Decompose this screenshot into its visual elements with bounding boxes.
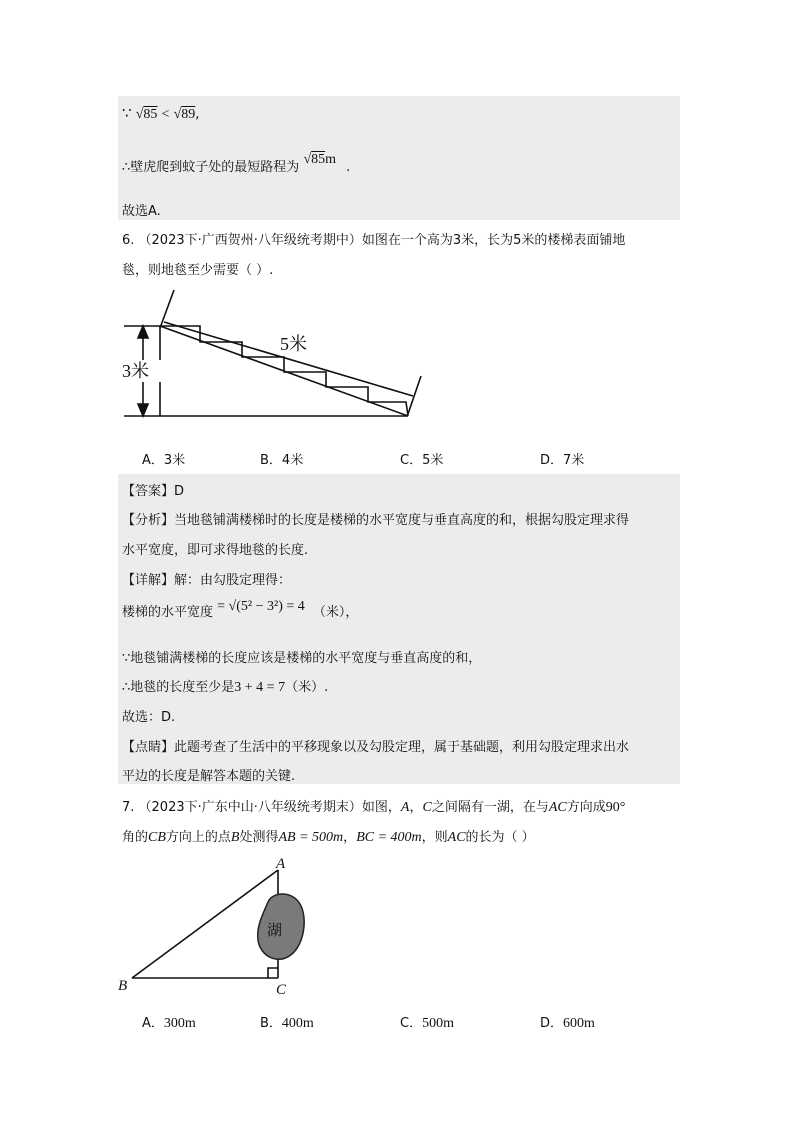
therefore-symbol: ∴ [122,160,131,175]
q7-option-b[interactable]: B．400m [260,1016,314,1031]
q6-width-line: 楼梯的水平宽度 = √(5² − 3²) = 4 （米）， [122,599,359,620]
q7-option-a[interactable]: A．300m [142,1016,196,1031]
q6-therefore-line: ∴地毯的长度至少是3 + 4 = 7（米）. [122,680,329,695]
label-c: C [276,982,287,996]
q6-comment-line1: 【点睛】此题考查了生活中的平移现象以及勾股定理，属于基础题，利用勾股定理求出水 [122,740,630,755]
q6-stem-line1: 6. （2023下·广西贺州·八年级统考期中）如图在一个高为3米，长为5米的楼梯表面铺地 [122,233,626,248]
less-than: < [161,107,170,122]
q6-option-d[interactable]: D．7米 [540,453,585,468]
q7-option-c[interactable]: C．500m [400,1016,454,1031]
q6-choice: 故选：D. [122,710,176,725]
because-compare-line: ∵ √85 < √89, [122,104,200,122]
q7-stem-line1: 7. （2023下·广东中山·八年级统考期末）如图，A，C之间隔有一湖，在与AC方向成90° [122,800,626,815]
lake-label: 湖 [267,923,283,939]
q6-analysis-line1: 【分析】当地毯铺满楼梯时的长度是楼梯的水平宽度与垂直高度的和，根据勾股定理求得 [122,513,630,528]
q6-option-c[interactable]: C．5米 [400,453,444,468]
q6-stem-line2: 毯，则地毯至少需要（ ）. [122,263,274,278]
label-a: A [276,856,286,872]
q7-option-d[interactable]: D．600m [540,1016,595,1031]
right-angle-mark [268,968,278,978]
q6-option-b[interactable]: B．4米 [260,453,304,468]
height-label: 3米 [122,361,149,381]
sqrt-85m: √85m [303,152,337,167]
because-symbol: ∵ [122,104,132,122]
q6-comment-line2: 平边的长度是解答本题的关键. [122,769,296,784]
q6-detail-intro: 【详解】解：由勾股定理得： [122,573,292,588]
q6-analysis-line2: 水平宽度，即可求得地毯的长度. [122,543,309,558]
prev-choice: 故选A. [122,204,161,219]
q6-staircase-figure [118,286,438,426]
sqrt-85: √85 [135,107,158,122]
q6-option-a[interactable]: A．3米 [142,453,186,468]
q6-because-line: ∵地毯铺满楼梯的长度应该是楼梯的水平宽度与垂直高度的和， [122,651,482,666]
side-AB [132,870,278,978]
width-formula: = √(5² − 3²) = 4 [217,599,305,614]
sqrt-89: √89 [173,107,196,122]
label-b: B [118,978,128,994]
conclusion-line: ∴壁虎爬到蚊子处的最短路程为 √85m . [122,152,351,175]
q7-stem-line2: 角的CB方向上的点B处测得AB = 500m，BC = 400m，则AC的长为（ ） [122,830,535,845]
sum-formula: 3 + 4 = 7 [234,680,286,695]
q6-answer: 【答案】D [122,484,185,499]
length-label: 5米 [280,334,307,354]
q7-lake-figure [116,856,316,996]
